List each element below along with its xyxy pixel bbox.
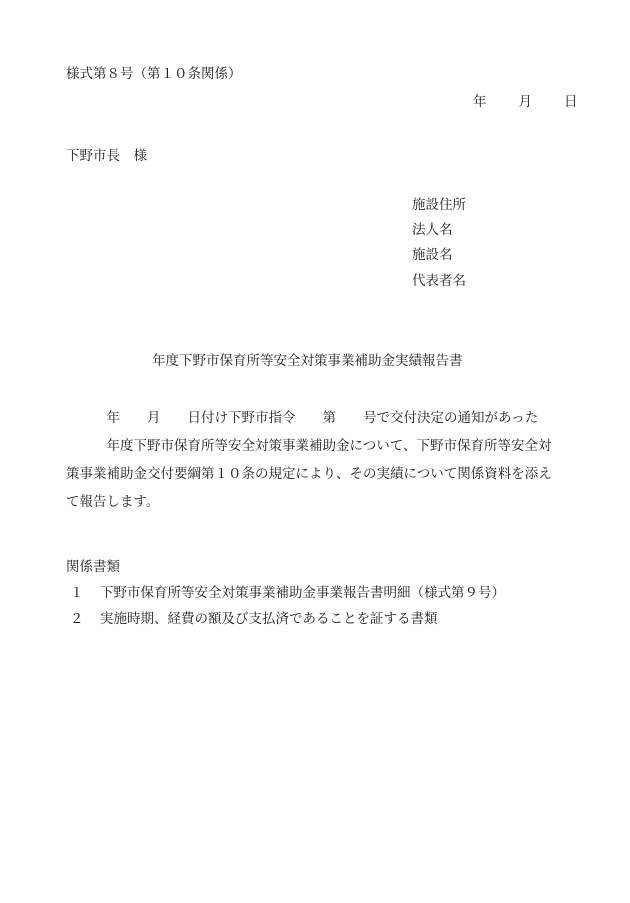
report-body-line-3: 策事業補助金交付要綱第１０条の規定により、その実績について関係資料を添え xyxy=(66,466,552,482)
report-body xyxy=(66,404,576,516)
related-document-number: １ xyxy=(70,585,84,601)
report-body-line-1: 年 月 日付け下野市指令 第 号で交付決定の通知があった xyxy=(66,410,539,426)
applicant-address-label: 施設住所 xyxy=(412,197,466,213)
related-document-number: ２ xyxy=(70,611,84,627)
related-document-item xyxy=(70,613,438,627)
related-documents-heading: 関係書類 xyxy=(66,559,120,575)
report-body-line-2: 年度下野市保育所等安全対策事業補助金について、下野市保育所等安全対 xyxy=(66,438,552,454)
applicant-representative-label: 代表者名 xyxy=(412,273,466,289)
document-title: 年度下野市保育所等安全対策事業補助金実績報告書 xyxy=(152,353,463,369)
date-day-label: 日 xyxy=(564,94,578,110)
related-document-text: 実施時期、経費の額及び支払済であることを証する書類 xyxy=(100,611,438,627)
related-document-text: 下野市保育所等安全対策事業補助金事業報告書明細（様式第９号） xyxy=(100,585,505,601)
date-year-label: 年 xyxy=(473,94,487,110)
report-body-line-4: て報告します。 xyxy=(66,494,160,510)
date-line xyxy=(473,96,578,110)
applicant-facility-label: 施設名 xyxy=(412,247,453,263)
applicant-corporation-label: 法人名 xyxy=(412,222,453,238)
date-month-label: 月 xyxy=(518,94,532,110)
related-document-item xyxy=(70,587,505,601)
form-number: 様式第８号（第１０条関係） xyxy=(66,66,242,82)
recipient: 下野市長 様 xyxy=(66,148,147,164)
